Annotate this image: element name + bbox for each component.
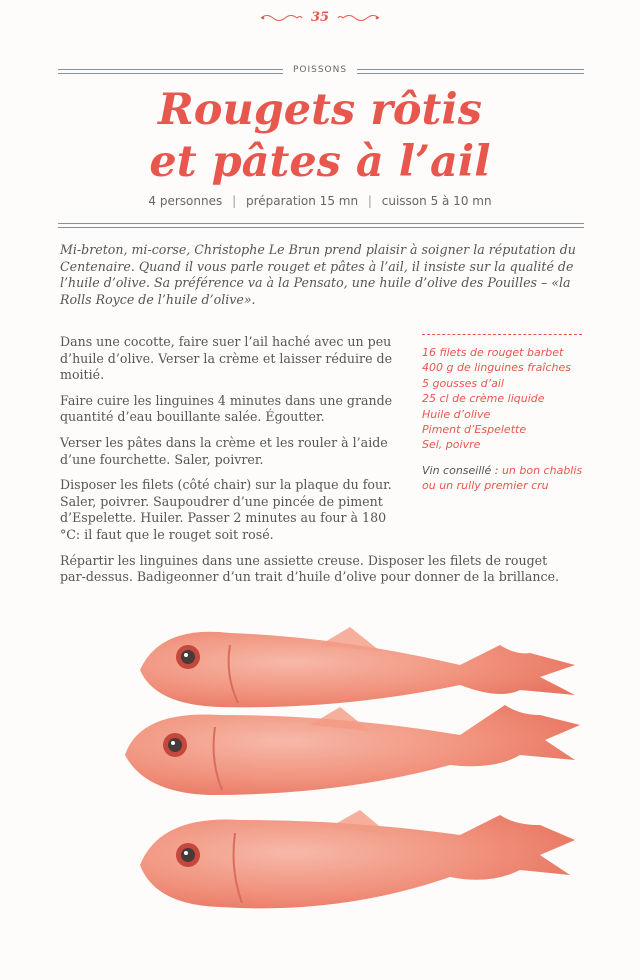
step-5: Répartir les linguines dans une assiette creuse. Disposer les filets de rouget par-dessus. Badigeonner d’un trait d’huile d’olive pour donner de la brillance.: [60, 552, 560, 585]
wine-value: un bon chablis ou un rully premier cru: [422, 463, 583, 493]
ingredient-item: 5 gousses d’ail: [422, 376, 504, 390]
ingredients-list: [422, 345, 587, 453]
fish-bottom: [140, 810, 575, 908]
flourish-right-icon: [337, 12, 381, 24]
flourish-left-icon: [259, 12, 303, 24]
red-mullet-illustration: [120, 615, 590, 945]
section-label: POISSONS: [0, 65, 640, 75]
step-1: Dans une cocotte, faire suer l’ail haché avec un peu d’huile d’olive. Verser la crème et laisser réduire de moitié.: [60, 334, 393, 383]
sidebar-divider: [422, 334, 582, 335]
wine-recommendation: [422, 463, 587, 494]
title-line-2: et pâtes à l’ail: [149, 137, 491, 187]
page-number: 35: [310, 10, 330, 25]
meta-separator: |: [232, 194, 237, 208]
ingredient-item: 400 g de linguines fraîches: [422, 361, 571, 375]
recipe-meta: [0, 194, 640, 208]
fish-middle: [125, 705, 580, 795]
step-2: Faire cuire les linguines 4 minutes dans une grande quantité d’eau bouillante salée. Égoutter.: [60, 392, 393, 425]
step-4: Disposer les filets (côté chair) sur la plaque du four. Saler, poivrer. Saupoudrer d’une pincée de piment d’Espelette. Huiler. Passer 2 minutes au four à 180 °C: il faut que le rouget soit rosé.: [60, 477, 392, 542]
recipe-title: [0, 84, 640, 188]
step-3: Verser les pâtes dans la crème et les rouler à l’aide d’une fourchette. Saler, poivrer.: [60, 434, 388, 467]
title-line-1: Rougets rôtis: [158, 85, 482, 135]
cook-time: cuisson 5 à 10 mn: [381, 194, 492, 208]
ingredient-item: Huile d’olive: [422, 407, 491, 421]
ingredients-sidebar: [422, 334, 587, 494]
ingredient-item: 16 filets de rouget barbet: [422, 346, 564, 359]
page-header: [0, 10, 640, 25]
meta-separator: |: [367, 194, 372, 208]
ingredient-item: 25 cl de crème liquide: [422, 392, 545, 406]
ingredient-item: Piment d’Espelette: [422, 423, 527, 437]
servings: 4 personnes: [148, 194, 223, 208]
intro-paragraph: Mi-breton, mi-corse, Christophe Le Brun prend plaisir à soigner la réputation du Centenaire. Quand il vous parle rouget et pâtes à l’ail, il insiste sur la qualité de l’huile d’olive. Sa préférence va à la Pensato, une huile d’olive des Pouilles – «la Rolls Royce de l’huile d’olive».: [60, 242, 576, 307]
wine-label: Vin conseillé :: [422, 463, 499, 477]
prep-time: préparation 15 mn: [245, 194, 359, 208]
ingredient-item: Sel, poivre: [422, 438, 481, 452]
section-rule-bottom: [58, 223, 584, 228]
fish-top: [140, 627, 575, 707]
